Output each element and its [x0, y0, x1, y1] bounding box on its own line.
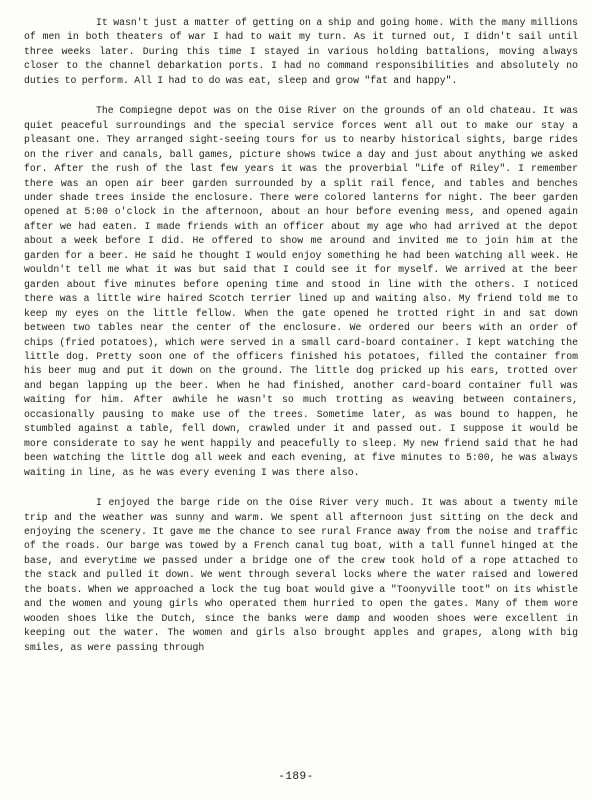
paragraph-compiegne-depot: The Compiegne depot was on the Oise River on the grounds of an old chateau. It was quiet peaceful surroundings and the special service forces went all out to make our stay a pleasant one. They arranged sight-seeing tours for us to nearby historical sights, barge rides on the river and canals, ball games, picture shows twice a day and just about anything we asked for. After the rush of the last few years it was the proverbial "Life of Riley". I remember there was an open air beer garden surrounded by a split rail fence, and tables and benches under shade trees inside the enclosure. There were colored lanterns for night. The beer garden opened at 5:00 o'clock in the afternoon, about an hour before evening mess, and opened again after we had eaten. I made friends with an officer about my age who had arrived at the depot about a week before I did. He offered to show me around and invited me to join him at the garden for a beer. He said he thought I would enjoy something he had been watching all week. He wouldn't tell me what it was but said that I could see it for myself. We arrived at the beer garden about five minutes before opening time and stood in line with the others. I noticed there was a little wire haired Scotch terrier lined up and waiting also. My friend told me to keep my eyes on the little fellow. When the gate opened he trotted right in and sat down between two tables near the center of the enclosure. We ordered our beers with an order of chips (fried potatoes), which were served in a small card-board container. I kept watching the little dog. Pretty soon one of the officers finished his potatoes, filled the container from his beer mug and put it down on the ground. The little dog pricked up his ears, trotted over and began lapping up the beer. When he had finished, another card-board container full was waiting for him. After awhile he wasn't so much trotting as weaving between containers, occasionally pausing to make use of the trees. Sometime later, as was bound to happen, he stumbled against a table, fell down, crawled under it and passed out. I suppose it would be more considerate to say he went happily and peacefully to sleep. My new friend said that he had been watching the little dog all week and each evening, at five minutes to 5:00, he was always waiting in line, as he was every evening I was there also. — [24, 105, 578, 478]
paragraph-barge-ride: I enjoyed the barge ride on the Oise River very much. It was about a twenty mile trip and the weather was sunny and warm. We spent all afternoon just sitting on the deck and enjoying the scenery. It gave me the chance to see rural France away from the noise and traffic of the roads. Our barge was towed by a French canal tug boat, with a tall funnel hinged at the base, and everytime we passed under a bridge one of the crew took hold of a rope attached to the stack and pulled it down. We went through several locks where the water raised and lowered the boats. When we approached a lock the tug boat would give a "Toonyville toot" on its whistle and the women and young girls who operated them hurried to open the gates. Many of them wore wooden shoes like the Dutch, since the banks were damp and wooden shoes were excellent in keeping out the water. The women and girls also brought apples and grapes, along with big smiles, as were passing through — [24, 497, 578, 653]
paragraph-going-home: It wasn't just a matter of getting on a ship and going home. With the many millions of men in both theaters of war I had to wait my turn. As it turned out, I didn't sail until three weeks later. During this time I stayed in various holding battalions, moving always closer to the channel debarkation ports. I had no command responsibilities and absolutely no duties to perform. All I had to do was eat, sleep and grow "fat and happy". — [24, 17, 578, 86]
page-number: -189- — [278, 771, 314, 783]
